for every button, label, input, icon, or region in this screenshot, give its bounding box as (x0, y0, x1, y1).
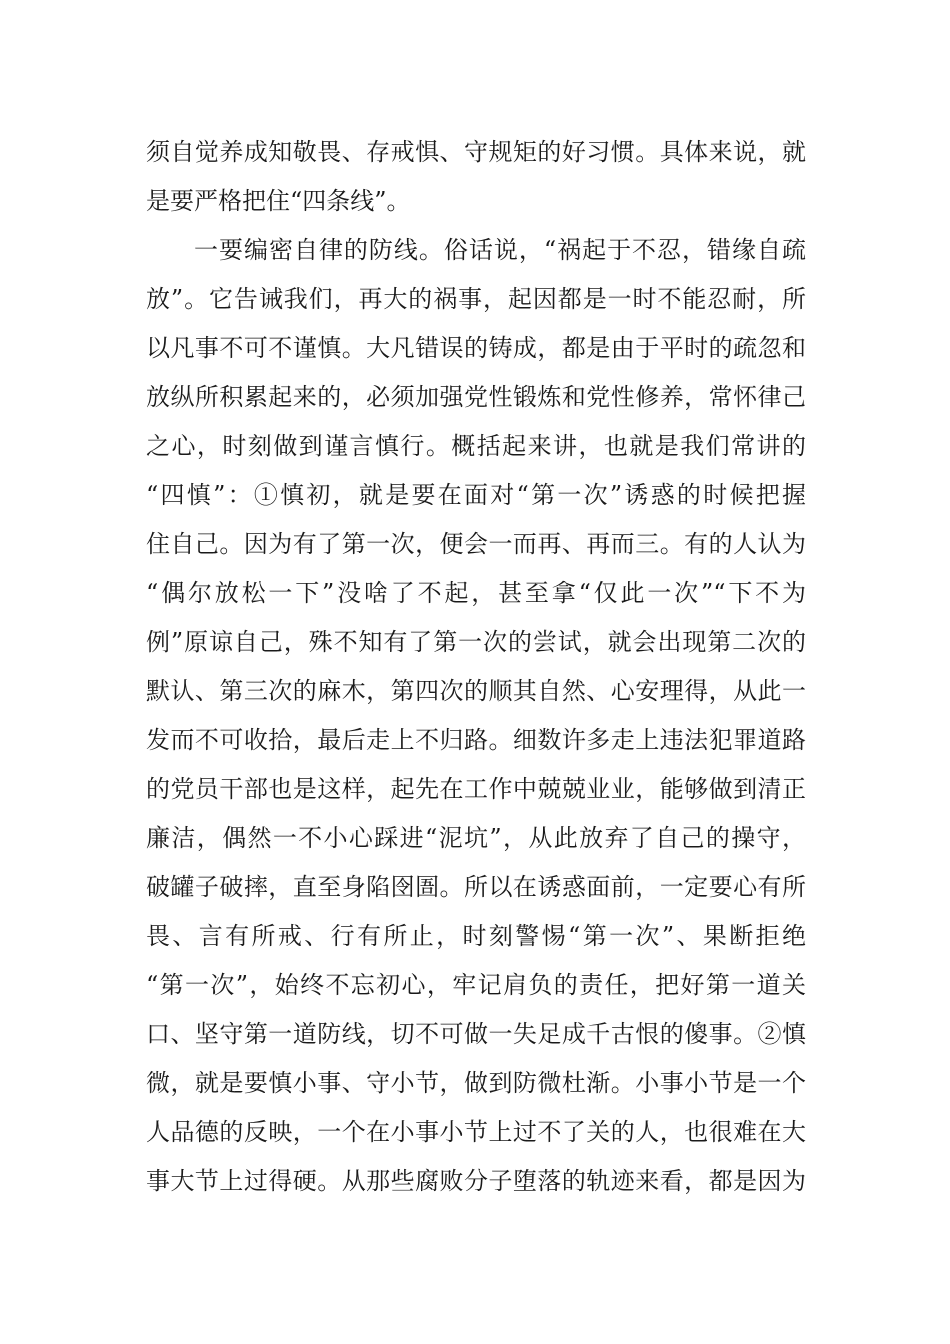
text-line: 破罐子破摔，直至身陷囹圄。所以在诱惑面前，一定要心有所 (146, 873, 806, 901)
text-line: “第一次”，始终不忘初心，牢记肩负的责任，把好第一道关 (146, 971, 806, 999)
text-line: 口、坚守第一道防线，切不可做一失足成千古恨的傻事。②慎 (146, 1020, 806, 1048)
text-line: 廉洁，偶然一不小心踩进“泥坑”，从此放弃了自己的操守， (146, 824, 806, 852)
text-line: “四慎”：①慎初，就是要在面对“第一次”诱惑的时候把握 (146, 481, 806, 509)
text-line: 微，就是要慎小事、守小节，做到防微杜渐。小事小节是一个 (146, 1069, 806, 1097)
text-line: 人品德的反映，一个在小事小节上过不了关的人，也很难在大 (146, 1118, 806, 1146)
text-line: 放纵所积累起来的，必须加强党性锻炼和党性修养，常怀律己 (146, 383, 806, 411)
text-line: 发而不可收拾，最后走上不归路。细数许多走上违法犯罪道路 (146, 726, 806, 754)
text-line: 的党员干部也是这样，起先在工作中兢兢业业，能够做到清正 (146, 775, 806, 803)
paragraph-first-line: 一要编密自律的防线。俗话说，“祸起于不忍，错缘自疏 (194, 236, 806, 264)
text-line: 之心，时刻做到谨言慎行。概括起来讲，也就是我们常讲的 (146, 432, 806, 460)
text-line: 默认、第三次的麻木，第四次的顺其自然、心安理得，从此一 (146, 677, 806, 705)
text-line: 须自觉养成知敬畏、存戒惧、守规矩的好习惯。具体来说，就 (146, 138, 806, 166)
text-line: 住自己。因为有了第一次，便会一而再、再而三。有的人认为 (146, 530, 806, 558)
text-line: 事大节上过得硬。从那些腐败分子堕落的轨迹来看，都是因为 (146, 1167, 806, 1195)
text-line: 以凡事不可不谨慎。大凡错误的铸成，都是由于平时的疏忽和 (146, 334, 806, 362)
text-line: “偶尔放松一下”没啥了不起，甚至拿“仅此一次”“下不为 (146, 579, 806, 607)
text-line: 放”。它告诫我们，再大的祸事，起因都是一时不能忍耐，所 (146, 285, 806, 313)
text-line: 畏、言有所戒、行有所止，时刻警惕“第一次”、果断拒绝 (146, 922, 806, 950)
text-line: 例”原谅自己，殊不知有了第一次的尝试，就会出现第二次的 (146, 628, 806, 656)
text-line: 是要严格把住“四条线”。 (146, 187, 411, 215)
